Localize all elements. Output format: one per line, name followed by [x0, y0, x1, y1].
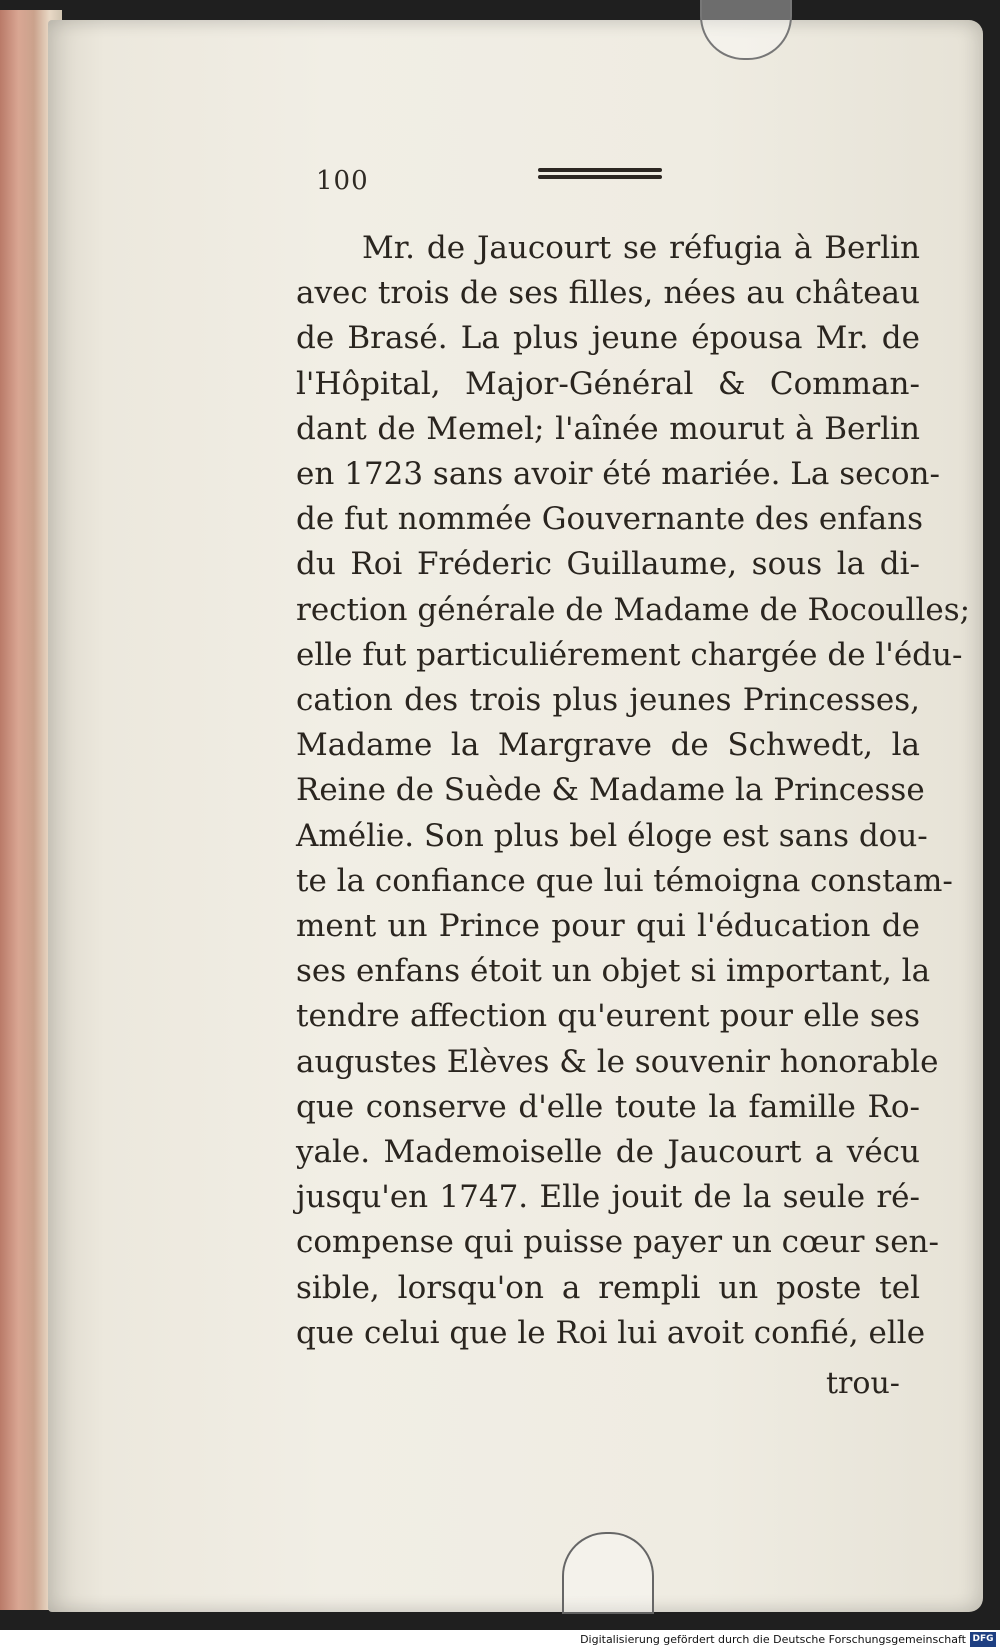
text-line: du Roi Fréderic Guillaume, sous la di- — [296, 546, 920, 583]
text-line: de Brasé. La plus jeune épousa Mr. de — [296, 320, 920, 357]
text-line: augustes Elèves & le souvenir honorable — [296, 1043, 939, 1080]
dfg-logo: DFG — [970, 1632, 996, 1647]
text-line: rection générale de Madame de Rocoulles; — [296, 591, 971, 628]
text-line: cation des trois plus jeunes Princesses, — [296, 682, 920, 719]
text-line: l'Hôpital, Major-Général & Comman- — [296, 365, 920, 402]
text-line: tendre affection qu'eurent pour elle ses — [296, 998, 920, 1035]
text-line: ment un Prince pour qui l'éducation de — [296, 908, 920, 945]
catchword: trou- — [826, 1366, 900, 1401]
text-line: sible, lorsqu'on a rempli un poste tel — [296, 1269, 920, 1306]
text-line: elle fut particuliérement chargée de l'édu- — [296, 636, 963, 673]
text-line: en 1723 sans avoir été mariée. La secon- — [296, 456, 940, 493]
text-line: Reine de Suède & Madame la Princesse — [296, 772, 925, 809]
text-line: Madame la Margrave de Schwedt, la — [296, 727, 920, 764]
bottom-page-clip — [562, 1532, 654, 1614]
text-line: que celui que le Roi lui avoit confié, elle — [296, 1314, 926, 1351]
text-line: que conserve d'elle toute la famille Ro- — [296, 1088, 920, 1125]
text-line: yale. Mademoiselle de Jaucourt a vécu — [296, 1134, 920, 1171]
text-line: Amélie. Son plus bel éloge est sans dou- — [296, 817, 928, 854]
text-line: te la confiance que lui témoigna constam- — [296, 862, 953, 899]
text-line: Mr. de Jaucourt se réfugia à Berlin — [362, 230, 920, 266]
body-paragraph — [296, 226, 971, 1356]
text-line: compense qui puisse payer un cœur sen- — [296, 1224, 939, 1261]
text-line: de fut nommée Gouvernante des enfans — [296, 501, 923, 538]
page-number: 100 — [316, 166, 369, 196]
text-line: dant de Memel; l'aînée mourut à Berlin — [296, 410, 920, 447]
text-line: avec trois de ses filles, nées au château — [296, 275, 920, 312]
header-ornament-rule — [538, 168, 662, 186]
text-line: jusqu'en 1747. Elle jouit de la seule ré- — [296, 1179, 920, 1216]
text-line: ses enfans étoit un objet si important, la — [296, 953, 931, 990]
digitization-credit: Digitalisierung gefördert durch die Deutsche Forschungsgemeinschaft — [580, 1633, 966, 1646]
